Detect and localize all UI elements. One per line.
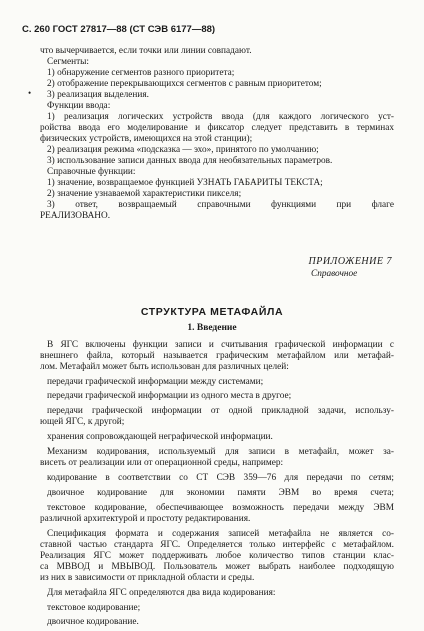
text-line: текстовое кодирование; — [47, 603, 141, 613]
text-line: В ЯГС включены функции записи и считывания графической информации с — [47, 340, 394, 350]
text-line: двоичное кодирование для экономии памяти ЭВМ во время счета; — [47, 488, 394, 498]
text-line: Для метафайла ЯГС определяются два вида кодирования: — [47, 588, 276, 598]
text-line: РЕАЛИЗОВАНО. — [40, 211, 111, 221]
appendix-title: ПРИЛОЖЕНИЕ 7 — [308, 256, 392, 267]
text-line: 1) реализация логических устройств ввода (для каждого логического уст- — [47, 112, 394, 122]
text-line: двоичное кодирование. — [47, 617, 139, 627]
text-line: текстовое кодирование, обеспечивающее возможность передачи между ЭВМ — [47, 503, 394, 513]
text-line: са МВВОД и МВЫВОД. Пользователь может выбрать наиболее подходящую — [40, 562, 394, 572]
text-line: 2) отображение перекрывающихся сегментов с равным приоритетом; — [47, 79, 322, 89]
text-line: 1) значение, возвращаемое функцией УЗНАТЬ ГАБАРИТЫ ТЕКСТА; — [47, 178, 323, 188]
text-line: кодирование в соответствии со СТ СЭВ 359—76 для передачи по сетям; — [47, 473, 394, 483]
text-line: 3) реализация выделения. — [47, 90, 149, 100]
text-line: 1) обнаружение сегментов разного приоритета; — [47, 68, 235, 78]
text-line: Сегменты: — [47, 57, 90, 67]
text-line: ставной частью стандарта ЯГС. Определяется только интерфейс с метафайлом. — [40, 540, 394, 550]
margin-bullet: • — [28, 88, 32, 98]
text-line: хранения сопровождающей неграфической информации. — [47, 432, 273, 442]
text-line: 2) реализация режима «подсказка — эхо», принятого по умолчанию; — [47, 145, 319, 155]
text-line: висеть от реализации или от операционной среды, например: — [40, 458, 284, 468]
text-line: что вычерчивается, если точки или линии совпадают. — [40, 46, 252, 56]
text-line: Механизм кодирования, используемый для записи в метафайл, может за- — [47, 447, 394, 457]
text-line: Справочные функции: — [47, 167, 136, 177]
main-title: СТРУКТУРА МЕТАФАЙЛА — [140, 306, 284, 318]
text-line: ройства ввода его моделирование и фиксатор следует представить в терминах — [40, 123, 394, 133]
section-title: 1. Введение — [187, 323, 237, 333]
text-line: из них в зависимости от прикладной области и среды. — [40, 573, 255, 583]
text-line: Спецификация формата и содержания записей метафайла не является со- — [47, 529, 394, 539]
appendix-subtitle: Справочное — [311, 269, 358, 279]
text-line: различной архитектурой и простоту редактирования. — [40, 514, 251, 524]
text-line: 3) ответ, возвращаемый справочными функциями при флаге — [47, 200, 394, 210]
text-line: Реализация ЯГС может поддерживать любое количество типов станции клас- — [40, 551, 394, 561]
text-line: Функции ввода: — [47, 101, 111, 111]
text-line: 2) значение узнаваемой характеристики пикселя; — [47, 189, 242, 199]
text-line: передачи графической информации из одного места в другое; — [47, 391, 292, 401]
text-line: 3) использование записи данных ввода для необязательных параметров. — [47, 156, 333, 166]
text-line: передачи графической информации от одной прикладной задачи, использу- — [47, 406, 394, 416]
text-line: лом. Метафайл может быть использован для различных целей: — [40, 362, 289, 372]
text-line: внешнего файла, который называется графическим метафайлом или метафай- — [40, 351, 394, 361]
text-line: физических устройств, имеющихся на этой станции); — [40, 134, 253, 144]
text-line: ющей ЯГС, к другой; — [40, 417, 125, 427]
page-header: С. 260 ГОСТ 27817—88 (СТ СЭВ 6177—88) — [22, 24, 216, 35]
text-line: передачи графической информации между системами; — [47, 377, 264, 387]
